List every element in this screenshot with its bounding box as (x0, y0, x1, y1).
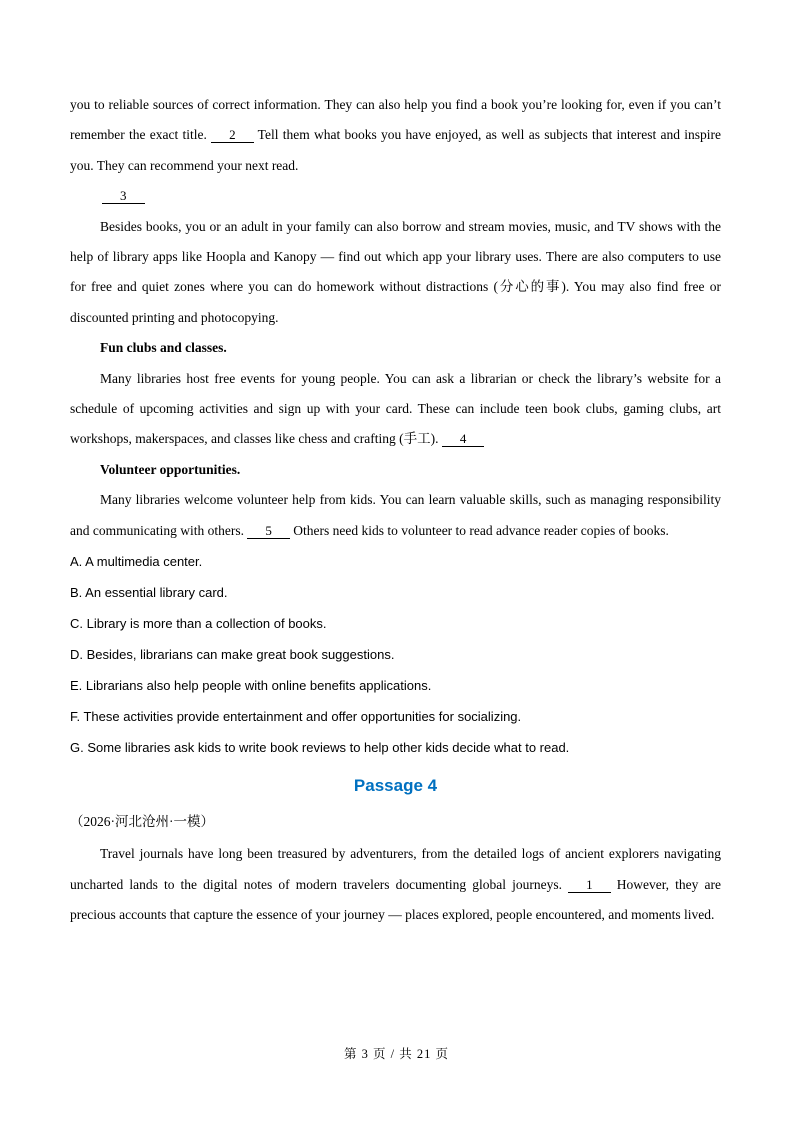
text-run: Tell them what books you have enjoyed, as well as subjects that interest and inspire you. They can recommend your next read. (70, 127, 722, 173)
para-travel-journals (70, 839, 721, 930)
text-run: B. An essential library card. (70, 585, 228, 601)
blank-3: 3 (102, 188, 145, 204)
text-run: （2026·河北沧州·一模） (70, 814, 214, 830)
text-run: D. Besides, librarians can make great book suggestions. (70, 647, 395, 663)
text-run: E. Librarians also help people with online benefits applications. (70, 678, 432, 694)
text-run: Volunteer opportunities. (100, 461, 241, 477)
passage-4-heading (70, 767, 721, 805)
option-d (70, 639, 721, 670)
para-besides-books (70, 212, 721, 334)
option-b (70, 577, 721, 608)
heading-fun-clubs (70, 333, 721, 363)
text-run: Many libraries welcome volunteer help from kids. You can learn valuable skills, such as managing responsibility and communicating with others. (70, 492, 721, 538)
text-run: Passage 4 (353, 776, 438, 796)
text-run: G. Some libraries ask kids to write book reviews to help other kids decide what to read. (70, 740, 570, 756)
option-e (70, 670, 721, 701)
standalone-blank-3 (70, 181, 721, 211)
text-run: you to reliable sources of correct information. They can also help you find a book you’re looking for, even if you can’t remember the exact title. (70, 97, 721, 143)
text-run: Others need kids to volunteer to read advance reader copies of books. (289, 522, 669, 538)
text-run: A. A multimedia center. (70, 554, 203, 570)
para-fun-clubs (70, 364, 721, 455)
blank-2: 2 (211, 127, 254, 143)
option-f (70, 701, 721, 732)
blank-5: 5 (247, 523, 290, 539)
blank-1: 1 (568, 877, 611, 893)
para-librarians (70, 90, 721, 181)
passage-4-source (70, 805, 721, 839)
option-a (70, 546, 721, 577)
text-run: Many libraries host free events for young people. You can ask a librarian or check the library’s website for a schedule of upcoming activities and sign up with your card. These can include teen book clubs, gaming clubs, art workshops, makerspaces, and classes like chess and crafting (手工). (70, 370, 721, 447)
text-run: C. Library is more than a collection of books. (70, 616, 327, 632)
page-footer: 第 3 页 / 共 21 页 (344, 1047, 449, 1061)
text-run: F. These activities provide entertainment and offer opportunities for socializing. (70, 709, 522, 725)
heading-volunteer (70, 455, 721, 485)
para-volunteer (70, 485, 721, 546)
text-run: Besides books, you or an adult in your family can also borrow and stream movies, music, and TV shows with the help of library apps like Hoopla and Kanopy — find out which app your library uses. There are also computers to use for free and quiet zones where you can do homework without distractions (分心的事). You may also find free or discounted printing and photocopying. (70, 218, 721, 325)
option-c (70, 608, 721, 639)
option-g (70, 732, 721, 763)
blank-4: 4 (442, 431, 485, 447)
text-run: Fun clubs and classes. (100, 340, 227, 356)
text-run: However, they are precious accounts that capture the essence of your journey — places explored, people encountered, and moments lived. (70, 876, 721, 922)
text-run: Travel journals have long been treasured by adventurers, from the detailed logs of ancient explorers navigating uncharted lands to the digital notes of modern travelers documenting global journeys. (70, 846, 721, 892)
document-content (70, 90, 721, 930)
